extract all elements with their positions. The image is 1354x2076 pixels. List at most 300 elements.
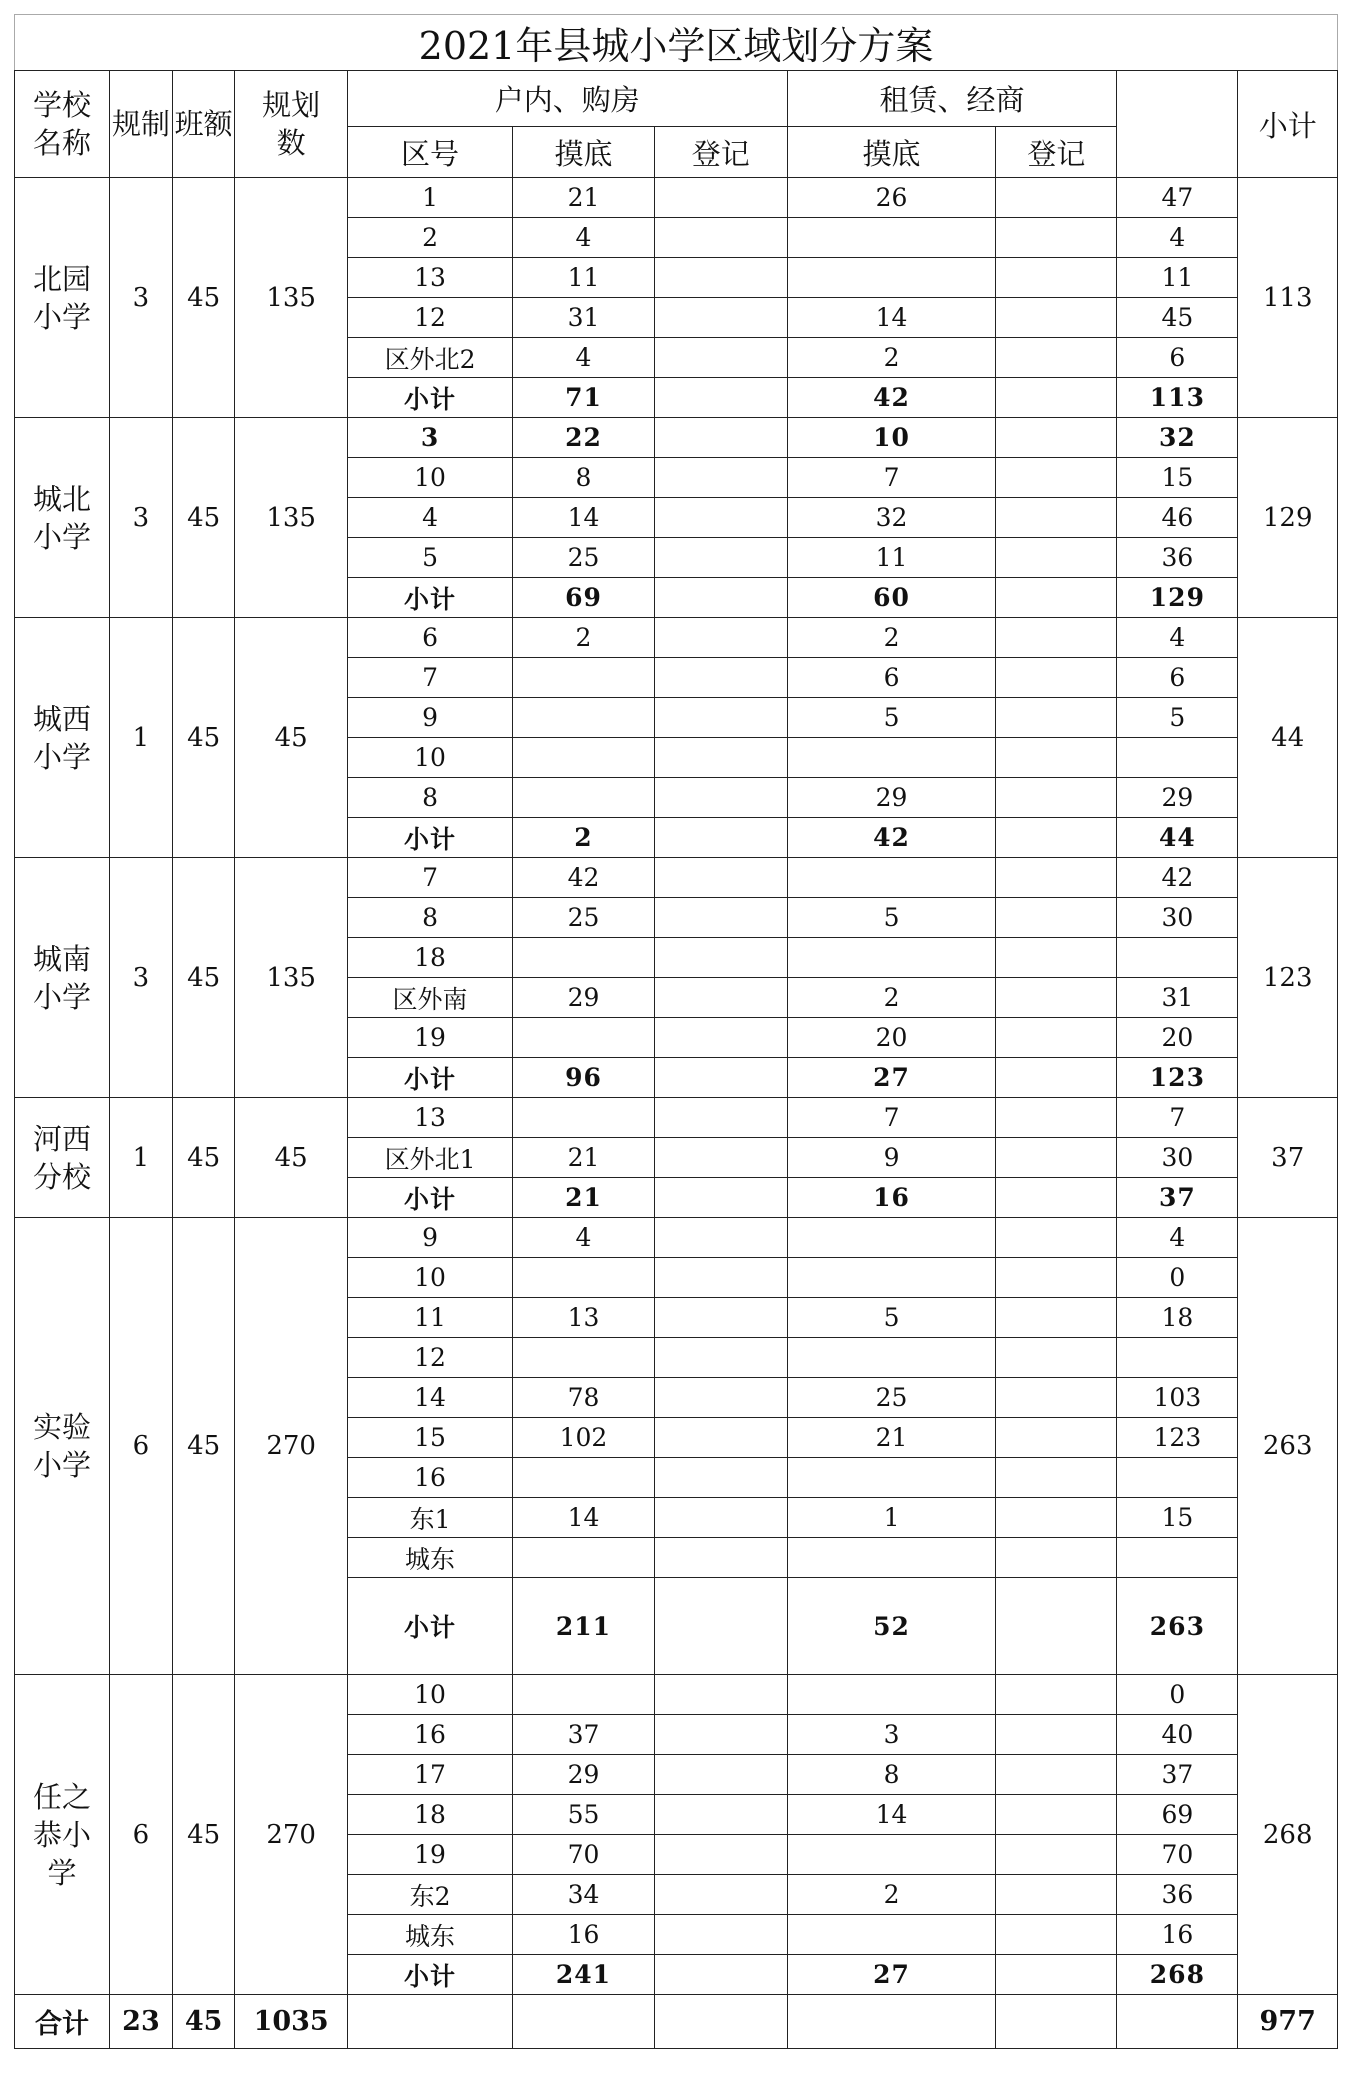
own-survey-cell [513, 1098, 655, 1138]
row-sum-cell [1117, 1458, 1238, 1498]
rent-register-cell [996, 1675, 1117, 1715]
header-school-name: 学校 名称 [15, 71, 110, 178]
own-register-cell [654, 1418, 787, 1458]
subtotal-rent-register [996, 578, 1117, 618]
school-name: 任之 恭小 学 [15, 1675, 110, 1995]
row-sum-cell: 6 [1117, 658, 1238, 698]
zone-cell: 14 [347, 1378, 512, 1418]
table-row [15, 858, 1338, 898]
grand-total-planned: 1035 [235, 1995, 347, 2049]
rent-register-cell [996, 1835, 1117, 1875]
own-register-cell [654, 618, 787, 658]
rent-survey-cell: 2 [787, 338, 996, 378]
page-title: 2021年县城小学区域划分方案 [15, 15, 1338, 71]
row-sum-cell: 32 [1117, 418, 1238, 458]
row-sum-cell: 36 [1117, 538, 1238, 578]
subtotal-label: 小计 [347, 1578, 512, 1675]
own-survey-cell: 22 [513, 418, 655, 458]
row-sum-cell: 16 [1117, 1915, 1238, 1955]
zone-cell: 11 [347, 1298, 512, 1338]
subtotal-own: 21 [513, 1178, 655, 1218]
subtotal-sum: 263 [1117, 1578, 1238, 1675]
rent-survey-cell: 3 [787, 1715, 996, 1755]
grand-total-class-size: 45 [172, 1995, 235, 2049]
own-survey-cell: 14 [513, 498, 655, 538]
school-total: 268 [1238, 1675, 1338, 1995]
school-planned: 270 [235, 1218, 347, 1675]
rent-survey-cell: 26 [787, 178, 996, 218]
rent-survey-cell: 1 [787, 1498, 996, 1538]
rent-register-cell [996, 1098, 1117, 1138]
school-planned: 135 [235, 418, 347, 618]
own-survey-cell: 14 [513, 1498, 655, 1538]
own-survey-cell: 2 [513, 618, 655, 658]
rent-register-cell [996, 778, 1117, 818]
row-sum-cell: 7 [1117, 1098, 1238, 1138]
subtotal-rent-register [996, 1578, 1117, 1675]
subtotal-own-register [654, 818, 787, 858]
subtotal-rent-register [996, 1178, 1117, 1218]
zone-cell: 8 [347, 778, 512, 818]
own-register-cell [654, 418, 787, 458]
school-class-size: 45 [172, 418, 235, 618]
rent-register-cell [996, 1018, 1117, 1058]
own-register-cell [654, 858, 787, 898]
subtotal-label: 小计 [347, 378, 512, 418]
grand-total-blank-3 [654, 1995, 787, 2049]
own-register-cell [654, 298, 787, 338]
zone-cell: 2 [347, 218, 512, 258]
subtotal-sum: 113 [1117, 378, 1238, 418]
school-class-size: 45 [172, 1098, 235, 1218]
rent-register-cell [996, 1715, 1117, 1755]
own-register-cell [654, 698, 787, 738]
own-survey-cell: 29 [513, 1755, 655, 1795]
school-class-size: 45 [172, 1218, 235, 1675]
header-own-register: 登记 [654, 127, 787, 178]
zone-cell: 16 [347, 1458, 512, 1498]
own-survey-cell: 8 [513, 458, 655, 498]
rent-register-cell [996, 1378, 1117, 1418]
zone-cell: 13 [347, 1098, 512, 1138]
own-register-cell [654, 1458, 787, 1498]
zone-cell: 13 [347, 258, 512, 298]
own-register-cell [654, 738, 787, 778]
header-grade: 规制 [110, 71, 173, 178]
rent-register-cell [996, 978, 1117, 1018]
own-survey-cell: 37 [513, 1715, 655, 1755]
rent-survey-cell: 5 [787, 698, 996, 738]
rent-register-cell [996, 658, 1117, 698]
rent-survey-cell: 32 [787, 498, 996, 538]
row-sum-cell: 40 [1117, 1715, 1238, 1755]
rent-register-cell [996, 1538, 1117, 1578]
rent-survey-cell: 2 [787, 1875, 996, 1915]
table-row [15, 178, 1338, 218]
rent-register-cell [996, 1338, 1117, 1378]
header-row-sum [1117, 71, 1238, 178]
zone-cell: 12 [347, 298, 512, 338]
own-register-cell [654, 218, 787, 258]
row-sum-cell [1117, 1538, 1238, 1578]
row-sum-cell: 31 [1117, 978, 1238, 1018]
rent-survey-cell: 14 [787, 1795, 996, 1835]
zone-cell: 9 [347, 698, 512, 738]
own-survey-cell: 13 [513, 1298, 655, 1338]
own-survey-cell [513, 698, 655, 738]
rent-survey-cell: 6 [787, 658, 996, 698]
row-sum-cell: 11 [1117, 258, 1238, 298]
rent-survey-cell: 7 [787, 458, 996, 498]
subtotal-own: 71 [513, 378, 655, 418]
district-table [14, 14, 1338, 2049]
table-row [15, 618, 1338, 658]
own-survey-cell: 102 [513, 1418, 655, 1458]
grand-total-row [15, 1995, 1338, 2049]
grand-total-blank-6 [1117, 1995, 1238, 2049]
school-class-size: 45 [172, 178, 235, 418]
row-sum-cell: 45 [1117, 298, 1238, 338]
school-planned: 45 [235, 618, 347, 858]
grand-total-label: 合计 [15, 1995, 110, 2049]
zone-cell: 19 [347, 1835, 512, 1875]
own-survey-cell [513, 1675, 655, 1715]
zone-cell: 7 [347, 858, 512, 898]
own-survey-cell: 25 [513, 538, 655, 578]
header-own-survey: 摸底 [513, 127, 655, 178]
school-total: 37 [1238, 1098, 1338, 1218]
school-total: 44 [1238, 618, 1338, 858]
subtotal-own-register [654, 578, 787, 618]
own-survey-cell: 70 [513, 1835, 655, 1875]
zone-cell: 区外北2 [347, 338, 512, 378]
own-register-cell [654, 1338, 787, 1378]
header-class-size: 班额 [172, 71, 235, 178]
subtotal-own-register [654, 378, 787, 418]
zone-cell: 16 [347, 1715, 512, 1755]
school-class-size: 45 [172, 858, 235, 1098]
allocation-sheet [14, 14, 1338, 2049]
subtotal-own: 69 [513, 578, 655, 618]
own-survey-cell: 11 [513, 258, 655, 298]
rent-survey-cell: 25 [787, 1378, 996, 1418]
header-owner-group: 户内、购房 [347, 71, 787, 127]
own-survey-cell [513, 738, 655, 778]
own-register-cell [654, 1835, 787, 1875]
zone-cell: 18 [347, 1795, 512, 1835]
rent-survey-cell [787, 1675, 996, 1715]
school-grade: 1 [110, 618, 173, 858]
rent-survey-cell: 2 [787, 618, 996, 658]
zone-cell: 7 [347, 658, 512, 698]
subtotal-rent: 16 [787, 1178, 996, 1218]
school-name: 城南 小学 [15, 858, 110, 1098]
subtotal-rent-register [996, 818, 1117, 858]
table-row [15, 1218, 1338, 1258]
row-sum-cell [1117, 738, 1238, 778]
school-grade: 6 [110, 1675, 173, 1995]
own-survey-cell: 21 [513, 1138, 655, 1178]
subtotal-own-register [654, 1955, 787, 1995]
own-register-cell [654, 498, 787, 538]
header-zone: 区号 [347, 127, 512, 178]
row-sum-cell: 0 [1117, 1675, 1238, 1715]
rent-register-cell [996, 1498, 1117, 1538]
own-survey-cell: 21 [513, 178, 655, 218]
row-sum-cell: 20 [1117, 1018, 1238, 1058]
own-register-cell [654, 258, 787, 298]
school-planned: 135 [235, 858, 347, 1098]
row-sum-cell: 15 [1117, 458, 1238, 498]
rent-survey-cell [787, 1538, 996, 1578]
subtotal-label: 小计 [347, 1058, 512, 1098]
zone-cell: 城东 [347, 1538, 512, 1578]
header-planned: 规划 数 [235, 71, 347, 178]
own-survey-cell: 25 [513, 898, 655, 938]
row-sum-cell: 30 [1117, 1138, 1238, 1178]
rent-register-cell [996, 618, 1117, 658]
own-register-cell [654, 1498, 787, 1538]
row-sum-cell: 29 [1117, 778, 1238, 818]
rent-register-cell [996, 1875, 1117, 1915]
own-survey-cell: 16 [513, 1915, 655, 1955]
own-register-cell [654, 1675, 787, 1715]
rent-register-cell [996, 1258, 1117, 1298]
subtotal-label: 小计 [347, 818, 512, 858]
subtotal-own: 241 [513, 1955, 655, 1995]
school-grade: 3 [110, 418, 173, 618]
subtotal-rent: 42 [787, 818, 996, 858]
rent-survey-cell [787, 1258, 996, 1298]
school-grade: 3 [110, 858, 173, 1098]
subtotal-own: 211 [513, 1578, 655, 1675]
own-survey-cell: 29 [513, 978, 655, 1018]
subtotal-sum: 44 [1117, 818, 1238, 858]
own-register-cell [654, 1298, 787, 1338]
row-sum-cell: 30 [1117, 898, 1238, 938]
own-register-cell [654, 898, 787, 938]
subtotal-own: 2 [513, 818, 655, 858]
own-survey-cell: 42 [513, 858, 655, 898]
school-total: 263 [1238, 1218, 1338, 1675]
rent-register-cell [996, 1138, 1117, 1178]
rent-register-cell [996, 1458, 1117, 1498]
subtotal-rent: 27 [787, 1058, 996, 1098]
zone-cell: 10 [347, 1675, 512, 1715]
rent-survey-cell [787, 1835, 996, 1875]
rent-register-cell [996, 698, 1117, 738]
school-grade: 6 [110, 1218, 173, 1675]
subtotal-rent: 27 [787, 1955, 996, 1995]
row-sum-cell: 4 [1117, 1218, 1238, 1258]
own-register-cell [654, 1915, 787, 1955]
own-register-cell [654, 1378, 787, 1418]
subtotal-own: 96 [513, 1058, 655, 1098]
grand-total-value: 977 [1238, 1995, 1338, 2049]
own-survey-cell [513, 938, 655, 978]
rent-survey-cell [787, 1458, 996, 1498]
rent-survey-cell [787, 1915, 996, 1955]
rent-register-cell [996, 418, 1117, 458]
rent-survey-cell: 2 [787, 978, 996, 1018]
school-name: 河西 分校 [15, 1098, 110, 1218]
rent-survey-cell: 8 [787, 1755, 996, 1795]
own-survey-cell [513, 658, 655, 698]
subtotal-own-register [654, 1178, 787, 1218]
rent-register-cell [996, 938, 1117, 978]
own-register-cell [654, 978, 787, 1018]
subtotal-rent: 52 [787, 1578, 996, 1675]
own-register-cell [654, 658, 787, 698]
grand-total-grade: 23 [110, 1995, 173, 2049]
subtotal-sum: 129 [1117, 578, 1238, 618]
rent-register-cell [996, 458, 1117, 498]
rent-register-cell [996, 218, 1117, 258]
own-survey-cell [513, 1458, 655, 1498]
rent-register-cell [996, 1755, 1117, 1795]
zone-cell: 9 [347, 1218, 512, 1258]
row-sum-cell: 6 [1117, 338, 1238, 378]
own-register-cell [654, 1018, 787, 1058]
row-sum-cell [1117, 1338, 1238, 1378]
grand-total-blank-4 [787, 1995, 996, 2049]
own-register-cell [654, 1258, 787, 1298]
own-register-cell [654, 938, 787, 978]
own-register-cell [654, 1098, 787, 1138]
school-name: 北园 小学 [15, 178, 110, 418]
zone-cell: 4 [347, 498, 512, 538]
row-sum-cell: 4 [1117, 618, 1238, 658]
own-survey-cell [513, 1018, 655, 1058]
grand-total-blank-5 [996, 1995, 1117, 2049]
header-rent-register: 登记 [996, 127, 1117, 178]
row-sum-cell: 70 [1117, 1835, 1238, 1875]
own-register-cell [654, 178, 787, 218]
rent-survey-cell [787, 858, 996, 898]
own-register-cell [654, 1715, 787, 1755]
rent-register-cell [996, 298, 1117, 338]
own-survey-cell [513, 1258, 655, 1298]
header-subtotal: 小计 [1238, 71, 1338, 178]
rent-register-cell [996, 338, 1117, 378]
zone-cell: 19 [347, 1018, 512, 1058]
own-survey-cell: 55 [513, 1795, 655, 1835]
zone-cell: 1 [347, 178, 512, 218]
row-sum-cell: 5 [1117, 698, 1238, 738]
rent-survey-cell: 11 [787, 538, 996, 578]
rent-register-cell [996, 1218, 1117, 1258]
table-row [15, 418, 1338, 458]
own-survey-cell [513, 778, 655, 818]
zone-cell: 17 [347, 1755, 512, 1795]
own-register-cell [654, 538, 787, 578]
rent-register-cell [996, 258, 1117, 298]
own-survey-cell: 4 [513, 1218, 655, 1258]
school-grade: 1 [110, 1098, 173, 1218]
rent-survey-cell: 14 [787, 298, 996, 338]
zone-cell: 10 [347, 1258, 512, 1298]
row-sum-cell: 0 [1117, 1258, 1238, 1298]
row-sum-cell: 18 [1117, 1298, 1238, 1338]
rent-register-cell [996, 1795, 1117, 1835]
row-sum-cell: 46 [1117, 498, 1238, 538]
zone-cell: 12 [347, 1338, 512, 1378]
rent-survey-cell: 7 [787, 1098, 996, 1138]
own-register-cell [654, 1755, 787, 1795]
rent-survey-cell: 5 [787, 898, 996, 938]
rent-survey-cell [787, 738, 996, 778]
rent-survey-cell: 20 [787, 1018, 996, 1058]
rent-survey-cell: 10 [787, 418, 996, 458]
school-name: 城西 小学 [15, 618, 110, 858]
zone-cell: 城东 [347, 1915, 512, 1955]
own-register-cell [654, 1795, 787, 1835]
subtotal-rent-register [996, 1058, 1117, 1098]
row-sum-cell: 103 [1117, 1378, 1238, 1418]
header-rent-survey: 摸底 [787, 127, 996, 178]
own-register-cell [654, 1538, 787, 1578]
grand-total-blank-2 [513, 1995, 655, 2049]
row-sum-cell: 4 [1117, 218, 1238, 258]
subtotal-rent: 42 [787, 378, 996, 418]
subtotal-sum: 37 [1117, 1178, 1238, 1218]
subtotal-rent: 60 [787, 578, 996, 618]
subtotal-label: 小计 [347, 1955, 512, 1995]
school-total: 113 [1238, 178, 1338, 418]
school-planned: 135 [235, 178, 347, 418]
subtotal-own-register [654, 1578, 787, 1675]
row-sum-cell: 69 [1117, 1795, 1238, 1835]
row-sum-cell: 47 [1117, 178, 1238, 218]
zone-cell: 东2 [347, 1875, 512, 1915]
school-total: 123 [1238, 858, 1338, 1098]
row-sum-cell: 37 [1117, 1755, 1238, 1795]
table-row [15, 1675, 1338, 1715]
zone-cell: 15 [347, 1418, 512, 1458]
zone-cell: 东1 [347, 1498, 512, 1538]
own-register-cell [654, 338, 787, 378]
rent-register-cell [996, 1298, 1117, 1338]
own-register-cell [654, 778, 787, 818]
own-register-cell [654, 458, 787, 498]
rent-survey-cell: 21 [787, 1418, 996, 1458]
subtotal-sum: 268 [1117, 1955, 1238, 1995]
own-register-cell [654, 1138, 787, 1178]
rent-survey-cell [787, 218, 996, 258]
grand-total-blank-1 [347, 1995, 512, 2049]
zone-cell: 18 [347, 938, 512, 978]
rent-register-cell [996, 738, 1117, 778]
rent-survey-cell [787, 1338, 996, 1378]
header-rent-group: 租赁、经商 [787, 71, 1117, 127]
row-sum-cell [1117, 938, 1238, 978]
table-row [15, 1098, 1338, 1138]
zone-cell: 10 [347, 458, 512, 498]
rent-survey-cell: 5 [787, 1298, 996, 1338]
rent-register-cell [996, 538, 1117, 578]
row-sum-cell: 36 [1117, 1875, 1238, 1915]
zone-cell: 区外南 [347, 978, 512, 1018]
rent-register-cell [996, 898, 1117, 938]
rent-register-cell [996, 1915, 1117, 1955]
row-sum-cell: 42 [1117, 858, 1238, 898]
school-class-size: 45 [172, 1675, 235, 1995]
school-class-size: 45 [172, 618, 235, 858]
row-sum-cell: 123 [1117, 1418, 1238, 1458]
own-survey-cell [513, 1538, 655, 1578]
rent-survey-cell [787, 1218, 996, 1258]
zone-cell: 3 [347, 418, 512, 458]
